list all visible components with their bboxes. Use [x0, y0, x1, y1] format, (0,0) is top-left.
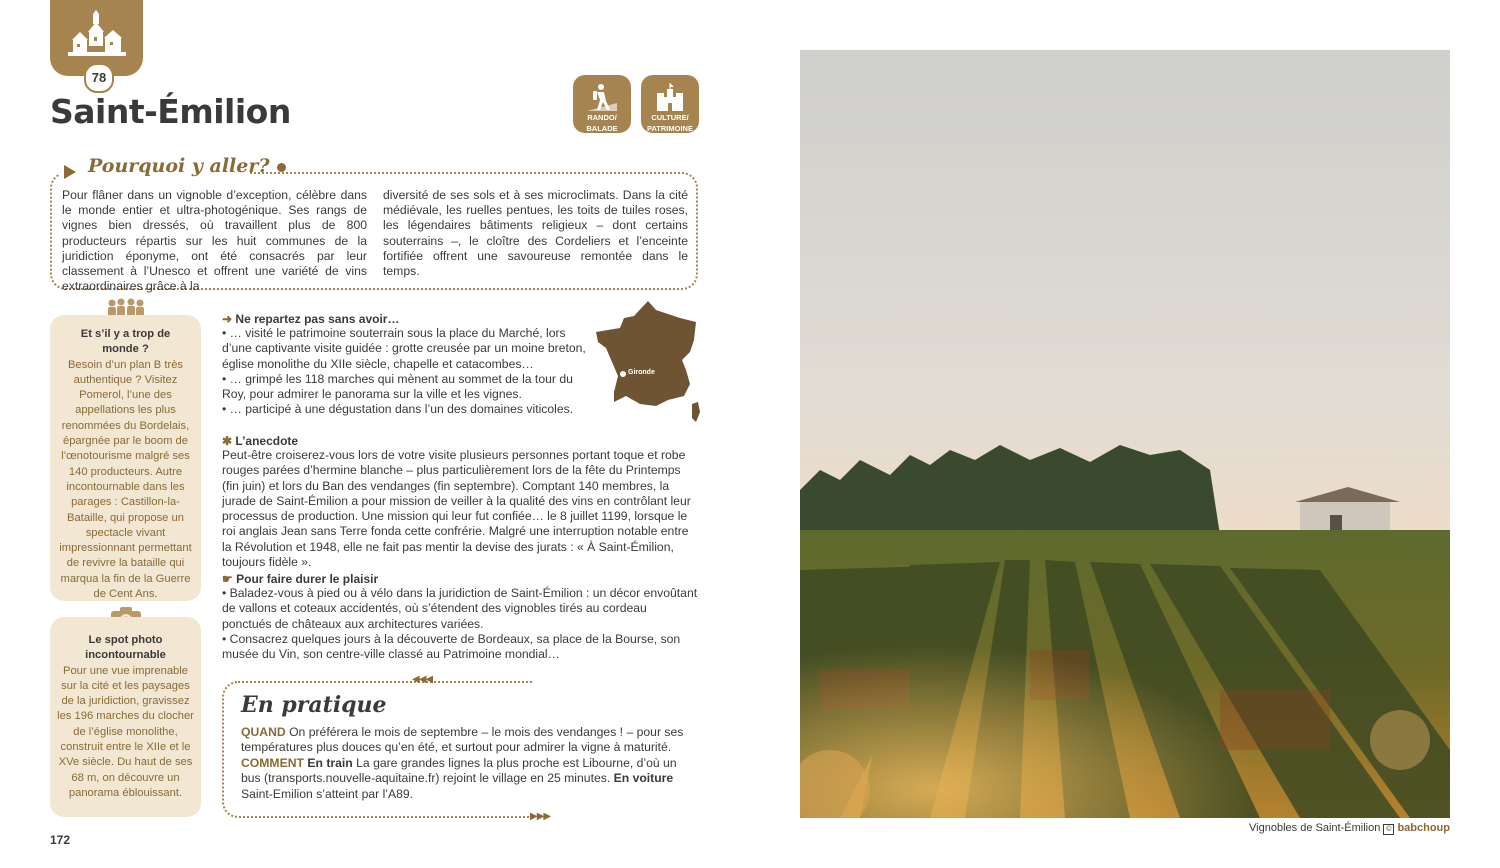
train-label: En train [307, 756, 353, 770]
hiker-icon [587, 83, 617, 111]
practical-how [241, 756, 699, 802]
arrows-right-icon: ▶▶▶ [530, 811, 551, 822]
must-do-heading: Ne repartez pas sans avoir… [235, 312, 400, 326]
must-do-section [222, 312, 587, 418]
sidebar-title: Et s’il y a trop de monde ? [80, 328, 171, 356]
sidebar-photo-spot [50, 617, 201, 817]
village-icon [66, 10, 128, 60]
sidebar-body: Besoin d’un plan B très authentique ? Visitez Pomerol, l’une des appellations les plus renommées du Bordelais, épargnée par le boom de l’œnotourisme malgré ses 140 producteurs. Autre incontournable dans les parages : Castillon-la-Bataille, qui propose un spectacle vivant impressionnant permettant de revivre la bataille qui marqua la fin de la Guerre de Cent Ans. [59, 358, 192, 601]
pleasure-heading: Pour faire durer le plaisir [236, 572, 379, 586]
sidebar-title: Le spot photo incontournable [85, 634, 166, 662]
pleasure-item: • Baladez-vous à pied ou à vélo dans la juridiction de Saint-Émilion : un décor envoûtant de vallons et coteaux accidentés, où s’étendent des vignobles tirés au cordeau ponctués de châteaux aux architectures variées. [222, 586, 698, 631]
pleasure-item: • Consacrez quelques jours à la découverte de Bordeaux, sa place de la Bourse, son musée du Vin, son centre-ville classé au Patrimoine mondial… [222, 631, 681, 662]
badge-label-line2: BALADE [586, 124, 618, 133]
car-text: Saint-Emilion s’atteint par l’A89. [241, 786, 414, 801]
why-heading: Pourquoi y aller? [88, 155, 270, 177]
arrows-left-icon: ◀◀◀ [412, 674, 433, 685]
must-do-item: • … participé à une dégustation dans l’un des domaines viticoles. [222, 402, 574, 417]
page-number: 172 [50, 833, 71, 847]
vineyard-photo [800, 50, 1450, 818]
car-label: En voiture [613, 771, 674, 786]
badge-rando [573, 75, 631, 133]
why-text-col2: diversité de ses sols et à ses microclimats. Dans la cité médiévale, les ruelles pentues, les toits de tuiles roses, les légendaires bâtiments religieux – dont certains souterrains –, le cloître des Cordeliers et l’enceinte fortifiée offrent une savoureuse remontée dans le temps. [383, 188, 688, 279]
anecdote-body: Peut-être croiserez-vous lors de votre visite plusieurs personnes portant toque et robe rouges parées d’hermine blanche – plus particulièrement lors de la fête du Printemps (fin juin) et lors du Ban des vendanges (fin septembre). Comptant 140 membres, la jurade de Saint-Émilion a pour mission de veiller à la qualité des vins en contrôlant leur processus de production. Une mission qui leur fut confiée… le 8 juillet 1199, lorsque le roi anglais Jean sans Terre fonda cette confrérie. Malgré une interruption notable entre la Révolution et 1948, elle ne fait pas mentir la devise des jurats : « À Saint-Émilion, toujours fidèle ». [222, 448, 691, 570]
anecdote-heading: L’anecdote [235, 434, 299, 448]
practical-when [241, 725, 699, 756]
train-text: La gare grandes lignes la plus proche est Libourne, d’où un bus (transports.nouvelle-aquitaine.fr) rejoint le village en 25 minutes. [241, 756, 677, 786]
anecdote-section [222, 434, 699, 570]
practical-heading: En pratique [241, 692, 387, 718]
caption-text: Vignobles de Saint-Émilion [1249, 822, 1381, 834]
arrow-right-icon: ➜ [222, 312, 233, 326]
why-text-col1: Pour flâner dans un vignoble d’exception, célèbre dans le monde entier et ultra-photogénique. Ses rangs de vignes bien dressés, où travaillent plus de 800 producteurs répartis sur les huit communes de la juridiction éponyme, ont été consacrés par leur classement à l’Unesco et offrent une variété de vins extraordinaires grâce à la [62, 188, 367, 294]
dot-icon [277, 163, 286, 172]
must-do-item: • … grimpé les 118 marches qui mènent au sommet de la tour du Roy, pour admirer le panorama sur la ville et les vignes. [222, 371, 573, 402]
castle-icon [655, 83, 685, 111]
asterisk-icon: ✱ [222, 434, 233, 448]
site-number: 78 [84, 63, 114, 93]
pleasure-section [222, 572, 699, 662]
how-label: COMMENT [241, 756, 304, 770]
when-label: QUAND [241, 725, 286, 739]
copyright-icon: © [1383, 824, 1394, 835]
arrow-icon [64, 165, 76, 179]
caption-credit: babchoup [1397, 822, 1450, 834]
when-text: On préférera le mois de septembre – le mois des vendanges ! – pour ses températures plus douces qu’en été, et surtout pour admirer la vigne à maturité. [241, 725, 684, 755]
photo-caption [1100, 822, 1450, 835]
badge-label-line1: RANDO/ [587, 113, 617, 122]
badge-culture [641, 75, 699, 133]
sidebar-crowd [50, 315, 201, 601]
sidebar-body: Pour une vue imprenable sur la cité et les paysages de la juridiction, gravissez les 196 marches du clocher de l’église monolithe, construit entre le XIIe et le XVe siècle. Du haut de ses 68 m, on découvre un panorama éblouissant. [57, 664, 194, 799]
map-label: Gironde [628, 369, 655, 376]
must-do-item: • … visité le patrimoine souterrain sous la place du Marché, lors d’une captivante visite guidée : grotte creusée par un moine breton, église monolithe du XIIe siècle, chapelle et catacombes… [222, 326, 586, 371]
why-heading-wrap [88, 155, 286, 177]
badge-label-line2: PATRIMOINE [647, 124, 693, 133]
pointing-hand-icon: ☛ [222, 572, 233, 586]
page-title: Saint-Émilion [50, 92, 291, 131]
badge-label-line1: CULTURE/ [651, 113, 689, 122]
